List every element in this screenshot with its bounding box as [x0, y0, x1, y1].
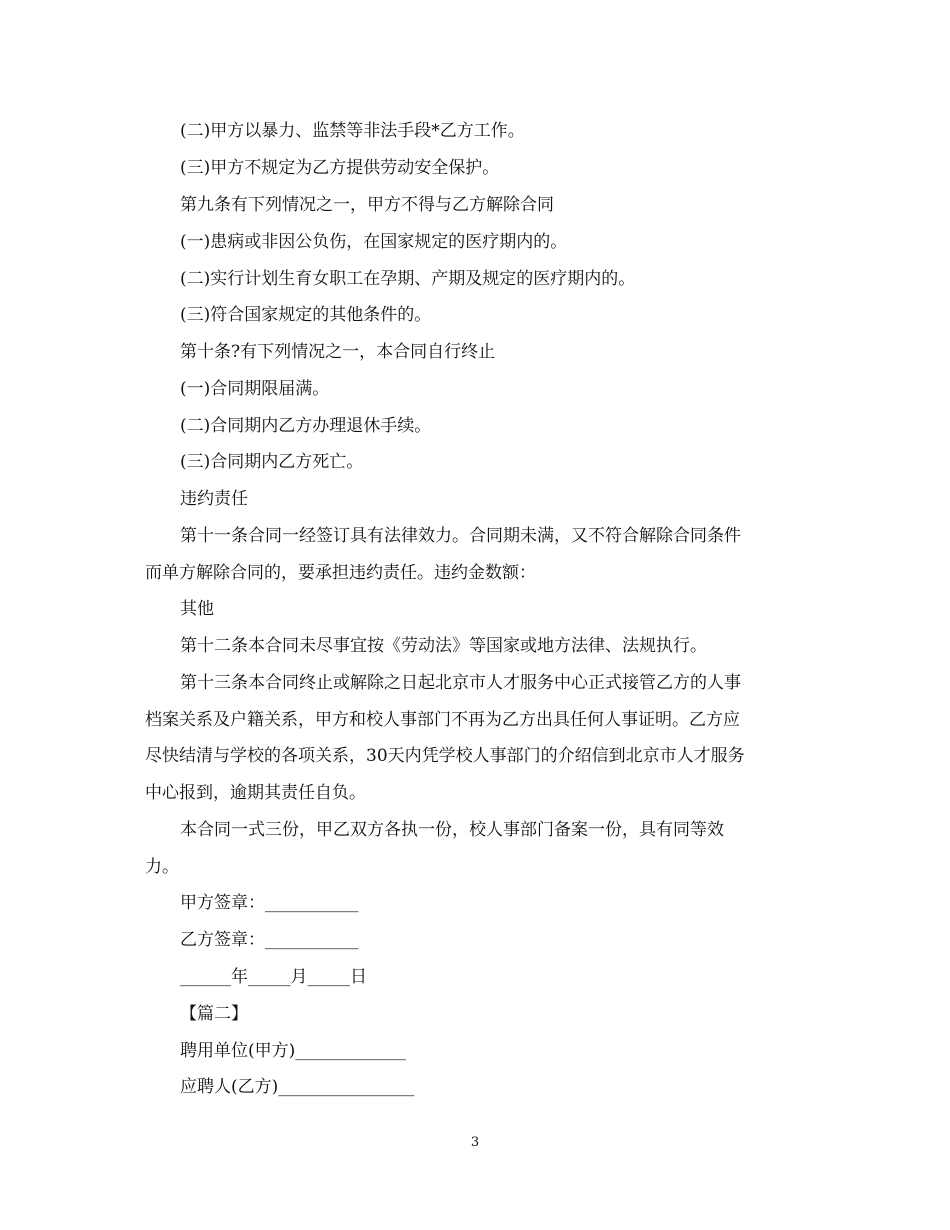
section-heading: 其他 [180, 599, 214, 619]
clause-line: (三)符合国家规定的其他条件的。 [180, 305, 432, 325]
page-number: 3 [470, 1135, 480, 1150]
paragraph-line: 本合同一式三份，甲乙双方各执一份，校人事部门备案一份，具有同等效 [180, 820, 724, 840]
article-heading: 第九条有下列情况之一，甲方不得与乙方解除合同 [180, 195, 554, 215]
section-heading: 违约责任 [180, 489, 248, 509]
paragraph-line: 第十二条本合同未尽事宜按《劳动法》等国家或地方法律、法规执行。 [180, 636, 707, 656]
paragraph-line: 档案关系及户籍关系，甲方和校人事部门不再为乙方出具任何人事证明。乙方应 [145, 710, 740, 730]
clause-line: (一)患病或非因公负伤，在国家规定的医疗期内的。 [180, 232, 568, 252]
section-heading: 【篇二】 [180, 1004, 248, 1024]
paragraph-line: 中心报到，逾期其责任自负。 [145, 783, 366, 803]
clause-line: (二)甲方以暴力、监禁等非法手段*乙方工作。 [180, 121, 525, 141]
clause-line: (三)甲方不规定为乙方提供劳动安全保护。 [180, 158, 500, 178]
clause-line: (一)合同期限届满。 [180, 379, 330, 399]
signature-line-party-a: 甲方签章：___________ [180, 893, 359, 913]
paragraph-line: 而单方解除合同的，要承担违约责任。违约金数额： [145, 563, 536, 583]
date-line: ______年_____月_____日 [180, 967, 367, 987]
paragraph-line: 力。 [145, 857, 179, 877]
clause-line: (二)合同期内乙方办理退休手续。 [180, 416, 432, 436]
clause-line: (二)实行计划生育女职工在孕期、产期及规定的医疗期内的。 [180, 269, 636, 289]
article-heading: 第十条?有下列情况之一，本合同自行终止 [180, 342, 496, 362]
applicant-field: 应聘人(乙方)________________ [180, 1077, 415, 1097]
paragraph-line: 第十三条本合同终止或解除之日起北京市人才服务中心正式接管乙方的人事 [180, 673, 741, 693]
employer-field: 聘用单位(甲方)_____________ [180, 1041, 406, 1061]
paragraph-line: 尽快结清与学校的各项关系，30天内凭学校人事部门的介绍信到北京市人才服务 [145, 746, 745, 766]
signature-line-party-b: 乙方签章：___________ [180, 930, 359, 950]
paragraph-line: 第十一条合同一经签订具有法律效力。合同期未满，又不符合解除合同条件 [180, 526, 741, 546]
clause-line: (三)合同期内乙方死亡。 [180, 452, 364, 472]
